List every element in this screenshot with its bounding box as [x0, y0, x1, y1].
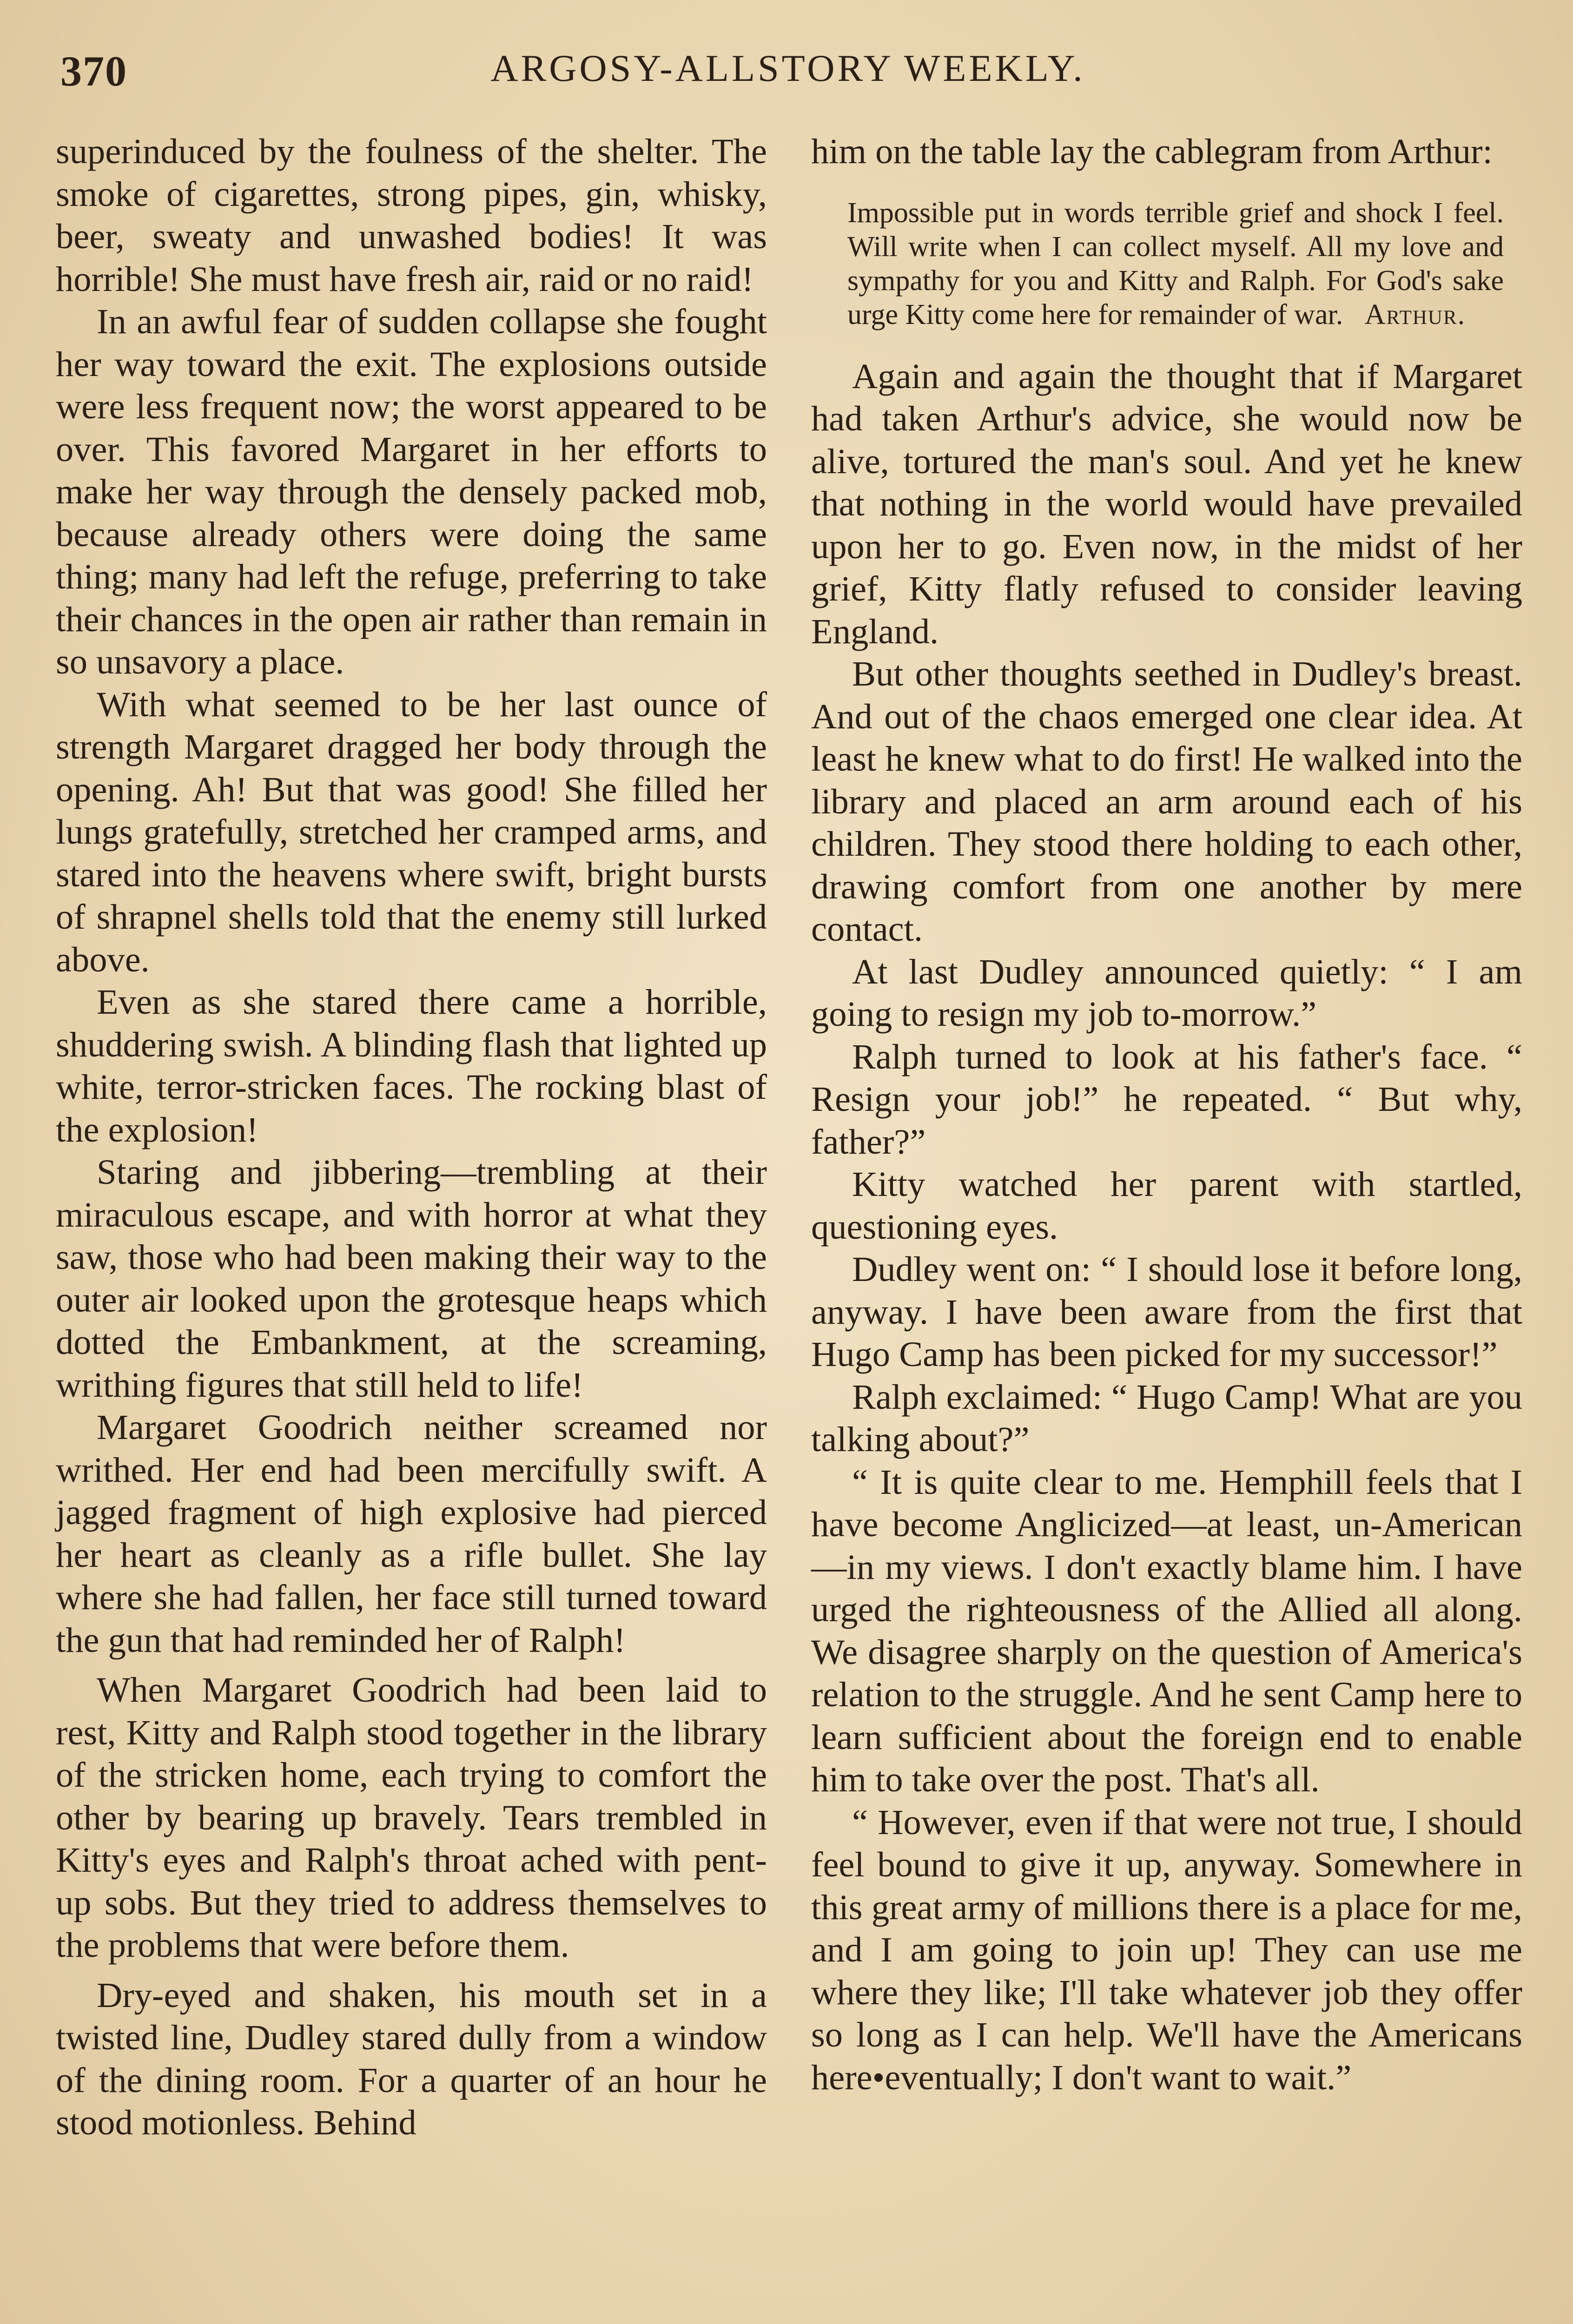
- cablegram-quote: [847, 196, 1504, 332]
- paragraph: Dudley went on: “ I should lose it before long, anyway. I have been aware from the first that Hugo Camp has been picked for my successor!”: [811, 1249, 1522, 1374]
- paragraph: Again and again the thought that if Margaret had taken Arthur's advice, she would now be alive, tortured the man's soul. And yet he knew that nothing in the world would have prevailed upon her to go. Even now, in the midst of her grief, Kitty flatly refused to consider leaving England.: [811, 356, 1522, 651]
- paragraph: When Margaret Goodrich had been laid to rest, Kitty and Ralph stood together in the library of the stricken home, each trying to comfort the other by bearing up bravely. Tears trembled in Kitty's eyes and Ralph's throat ached with pent-up sobs. But they tried to address themselves to the problems that were before them.: [56, 1670, 767, 1965]
- paragraph: But other thoughts seethed in Dudley's breast. And out of the chaos emerged one clear idea. At least he knew what to do first! He walked into the library and placed an arm around each of his children. They stood there holding to each other, drawing comfort from one another by mere contact.: [811, 654, 1522, 949]
- paragraph: “ It is quite clear to me. Hemphill feels that I have become Anglicized—at least, un-American—in my views. I don't exactly blame him. I have urged the righteousness of the Allied all along. We disagree sharply on the question of America's relation to the struggle. And he sent Camp here to learn sufficient about the foreign end to enable him to take over the post. That's all.: [811, 1462, 1522, 1799]
- paragraph: Staring and jibbering—trembling at their miraculous escape, and with horror at what they saw, those who had been making their way to the outer air looked upon the grotesque heaps which dotted the Embankment, at the screaming, writhing figures that still held to life!: [56, 1152, 767, 1405]
- page-header: [60, 46, 1515, 107]
- paragraph: In an awful fear of sudden collapse she fought her way toward the exit. The explosions outside were less frequent now; the worst appeared to be over. This favored Margaret in her efforts to make her way through the densely packed mob, because already others were doing the same thing; many had left the refuge, preferring to take their chances in the open air rather than remain in so unsavory a place.: [56, 302, 767, 681]
- left-column: [56, 130, 767, 2144]
- paragraph: Ralph exclaimed: “ Hugo Camp! What are you talking about?”: [811, 1377, 1522, 1459]
- paragraph: superinduced by the foulness of the shelter. The smoke of cigarettes, strong pipes, gin, whisky, beer, sweaty and unwashed bodies! It was horrible! She must have fresh air, raid or no raid!: [56, 132, 767, 299]
- right-column: [811, 130, 1522, 2099]
- paragraph: Ralph turned to look at his father's face. “ Resign your job!” he repeated. “ But why, father?”: [811, 1037, 1522, 1162]
- paragraph: Even as she stared there came a horrible, shuddering swish. A blinding flash that lighted up white, terror-stricken faces. The rocking blast of the explosion!: [56, 982, 767, 1149]
- paragraph: “ However, even if that were not true, I should feel bound to give it up, anyway. Somewhere in this great army of millions there is a place for me, and I am going to join up! They can use me where they like; I'll take whatever job they offer so long as I can help. We'll have the Americans here•eventually; I don't want to wait.”: [811, 1802, 1522, 2097]
- cablegram-signature: Arthur.: [1364, 298, 1466, 330]
- paragraph: Margaret Goodrich neither screamed nor writhed. Her end had been mercifully swift. A jagged fragment of high explosive had pierced her heart as cleanly as a rifle bullet. She lay where she had fallen, her face still turned toward the gun that had reminded her of Ralph!: [56, 1407, 767, 1660]
- paragraph: At last Dudley announced quietly: “ I am going to resign my job to-morrow.”: [811, 951, 1522, 1034]
- running-head: ARGOSY-ALLSTORY WEEKLY.: [490, 47, 1085, 89]
- paragraph: him on the table lay the cablegram from Arthur:: [811, 132, 1493, 171]
- paragraph: Dry-eyed and shaken, his mouth set in a twisted line, Dudley stared dully from a window of the dining room. For a quarter of an hour he stood motionless. Behind: [56, 1975, 767, 2142]
- page-number: 370: [60, 47, 127, 95]
- paragraph: Kitty watched her parent with startled, questioning eyes.: [811, 1164, 1522, 1247]
- cablegram-text: Impossible put in words terrible grief and shock I feel. Will write when I can collect myself. All my love and sympathy for you and Kitty and Ralph. For God's sake urge Kitty come here for remainder of war.: [847, 197, 1504, 330]
- paragraph: With what seemed to be her last ounce of strength Margaret dragged her body through the opening. Ah! But that was good! She filled her lungs gratefully, stretched her cramped arms, and stared into the heavens where swift, bright bursts of shrapnel shells told that the enemy still lurked above.: [56, 684, 767, 979]
